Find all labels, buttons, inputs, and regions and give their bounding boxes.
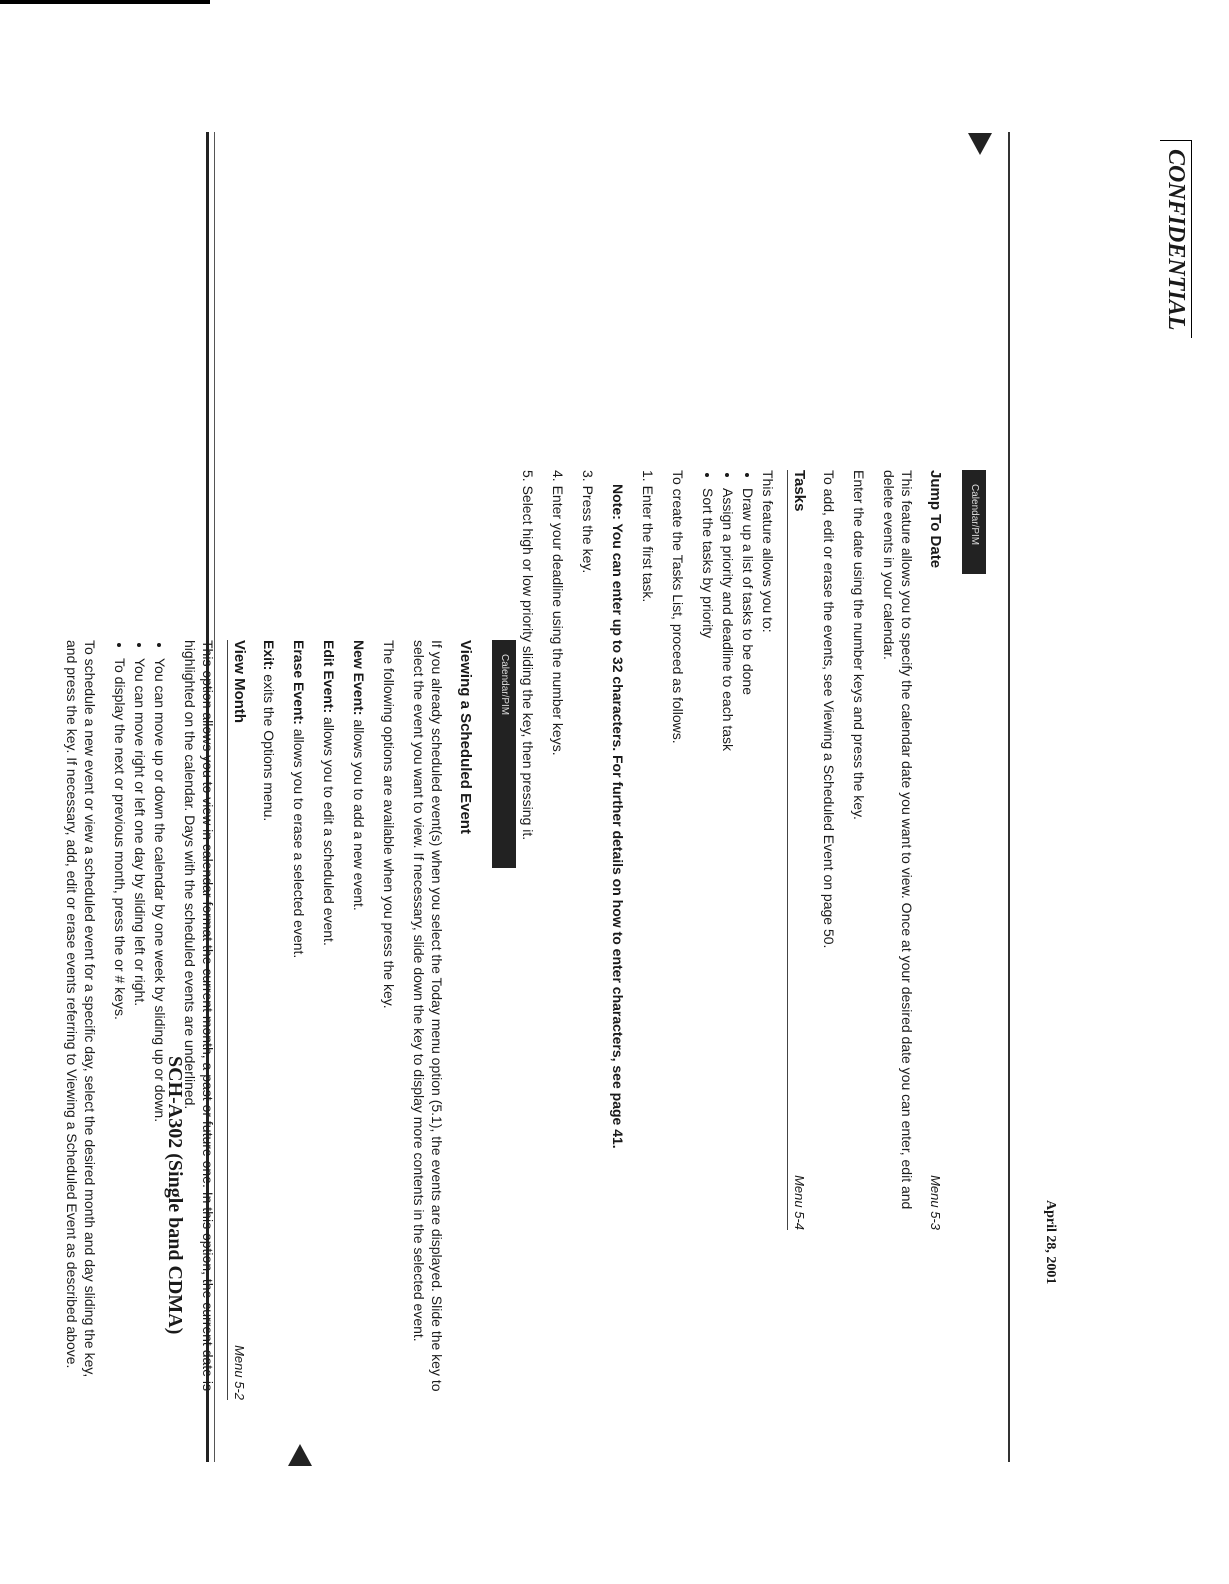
section-title: Jump To Date Menu 5-3 xyxy=(927,470,944,1230)
section-title: Viewing a Scheduled Event xyxy=(457,640,474,834)
top-rule xyxy=(0,0,210,4)
steps-list xyxy=(519,470,657,1230)
footer-date: April 28, 2001 xyxy=(1043,1200,1058,1285)
list-item: 3. Press the key. xyxy=(580,470,596,574)
note: Note: You can enter up to 32 characters. For further details on how to enter characters, see page 41. xyxy=(610,484,626,1149)
list-item: • You can move right or left one day by sliding left or right. xyxy=(131,658,149,1400)
list-item: 1. Enter the first task. xyxy=(640,470,656,603)
list-item: • Assign a priority and deadline to each task xyxy=(719,488,737,1230)
option-item: Exit: exits the Options menu. xyxy=(261,640,277,822)
bullet-list xyxy=(699,470,757,1230)
paragraph: To create the Tasks List, proceed as follows. xyxy=(670,470,686,744)
list-item: 5. Select high or low priority sliding the key, then pressing it. xyxy=(520,470,536,841)
section-tag: Calendar/PIM xyxy=(492,640,516,868)
right-column xyxy=(507,470,986,1230)
prev-page-arrow-icon[interactable] xyxy=(288,1444,312,1466)
footer-model: SCH-A302 (Single band CDMA) xyxy=(164,1056,186,1335)
section-title: Tasks Menu 5-4 xyxy=(787,470,808,1230)
paragraph: This option allows you to view in calendar format the current month, a past or future one. In this option, the current date is highlighted on the calendar. Days with the scheduled events are underlined. xyxy=(182,640,216,1391)
paragraph: To schedule a new event or view a scheduled event for a specific day, select the desired month and day sliding the key, and press the key. If necessary, add, edit or erase events referring to Viewing a Scheduled Event as described above. xyxy=(64,640,98,1378)
paragraph: This feature allows you to specify the calendar date you want to view. Once at your desired date you can enter, edit and delete events in your calendar. xyxy=(881,470,915,1210)
paragraph: If you already scheduled event(s) when you select the Today menu option (5.1), the events are displayed. Slide the key to select the event you want to view. If necessary, slide down the key to display more contents in the selected event. xyxy=(411,640,445,1392)
list-item: • Sort the tasks by priority xyxy=(699,488,717,1230)
list-item: 4. Enter your deadline using the number keys. xyxy=(550,470,566,756)
list-item: • You can move up or down the calendar by one week by sliding up or down. xyxy=(151,658,169,1400)
paragraph: To add, edit or erase the events, see Viewing a Scheduled Event on page 50. xyxy=(821,470,837,949)
section-title: View Month Menu 5-2 xyxy=(227,640,248,1400)
section-tag: Calendar/PIM xyxy=(962,470,986,574)
paragraph: This feature allows you to: xyxy=(760,470,776,633)
option-item: New Event: allows you to add a new event. xyxy=(351,640,367,911)
confidential-stamp: CONFIDENTIAL xyxy=(1160,140,1192,338)
list-item: • Draw up a list of tasks to be done xyxy=(739,488,757,1230)
option-item: Edit Event: allows you to edit a scheduled event. xyxy=(321,640,337,946)
list-item: • To display the next or previous month, press the or # keys. xyxy=(111,658,129,1400)
option-item: Erase Event: allows you to erase a selected event. xyxy=(291,640,307,959)
bullet-list xyxy=(111,640,169,1400)
paragraph: Enter the date using the number keys and press the key. xyxy=(851,470,867,820)
left-column xyxy=(51,640,516,1400)
paragraph: The following options are available when you press the key. xyxy=(381,640,397,1009)
next-page-arrow-icon[interactable] xyxy=(968,133,992,155)
page-frame-right xyxy=(1008,132,1010,1462)
